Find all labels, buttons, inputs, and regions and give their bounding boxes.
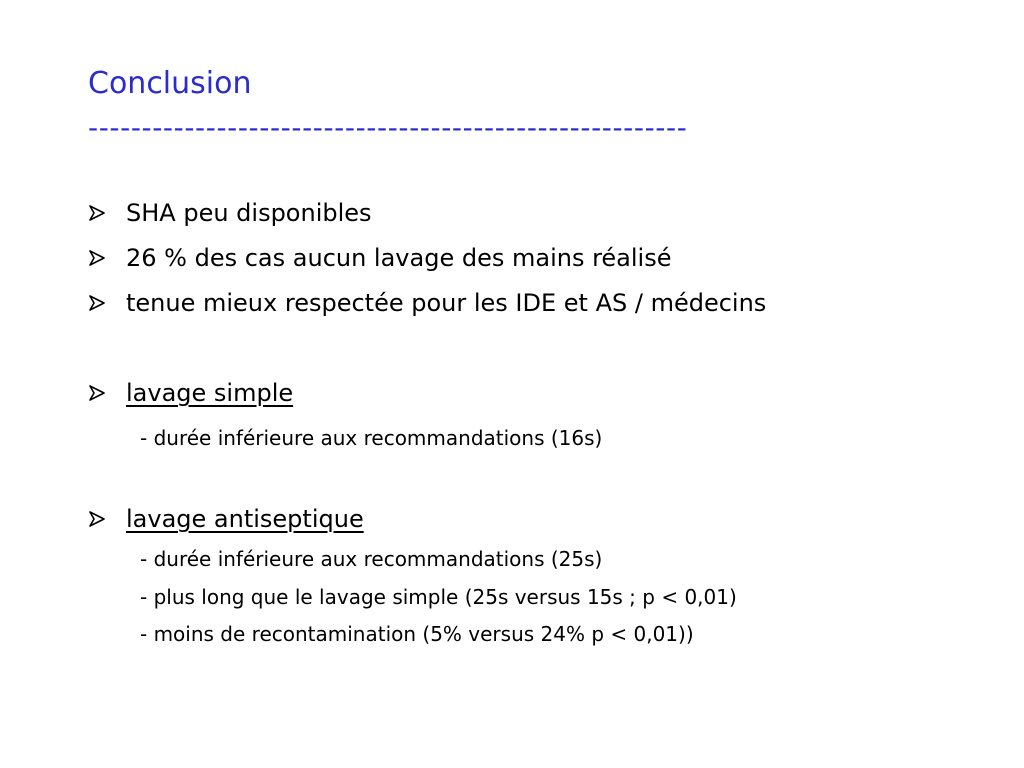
section-heading-text: lavage simple xyxy=(126,379,294,407)
section-heading-lavage-simple xyxy=(88,377,293,409)
section-heading-lavage-antiseptique xyxy=(88,503,364,535)
bullet-text: tenue mieux respectée pour les IDE et AS / médecins xyxy=(126,289,767,317)
arrowhead-bullet-icon xyxy=(88,377,126,409)
slide-title: Conclusion xyxy=(88,66,252,101)
bullet-item xyxy=(88,287,766,319)
arrowhead-bullet-icon xyxy=(88,287,126,319)
bullet-text: 26 % des cas aucun lavage des mains réalisé xyxy=(126,244,672,272)
section-heading-text: lavage antiseptique xyxy=(126,505,364,533)
bullet-item xyxy=(88,197,372,229)
sub-item: - moins de recontamination (5% versus 24% p < 0,01)) xyxy=(140,622,694,646)
sub-item: - durée inférieure aux recommandations (16s) xyxy=(140,426,603,450)
sub-item: - plus long que le lavage simple (25s versus 15s ; p < 0,01) xyxy=(140,585,737,609)
title-dashed-rule: -------------------------------------------------------- xyxy=(88,111,688,144)
bullet-item xyxy=(88,242,672,274)
bullet-text: SHA peu disponibles xyxy=(126,199,372,227)
arrowhead-bullet-icon xyxy=(88,503,126,535)
sub-item: - durée inférieure aux recommandations (25s) xyxy=(140,547,603,571)
arrowhead-bullet-icon xyxy=(88,242,126,274)
arrowhead-bullet-icon xyxy=(88,197,126,229)
